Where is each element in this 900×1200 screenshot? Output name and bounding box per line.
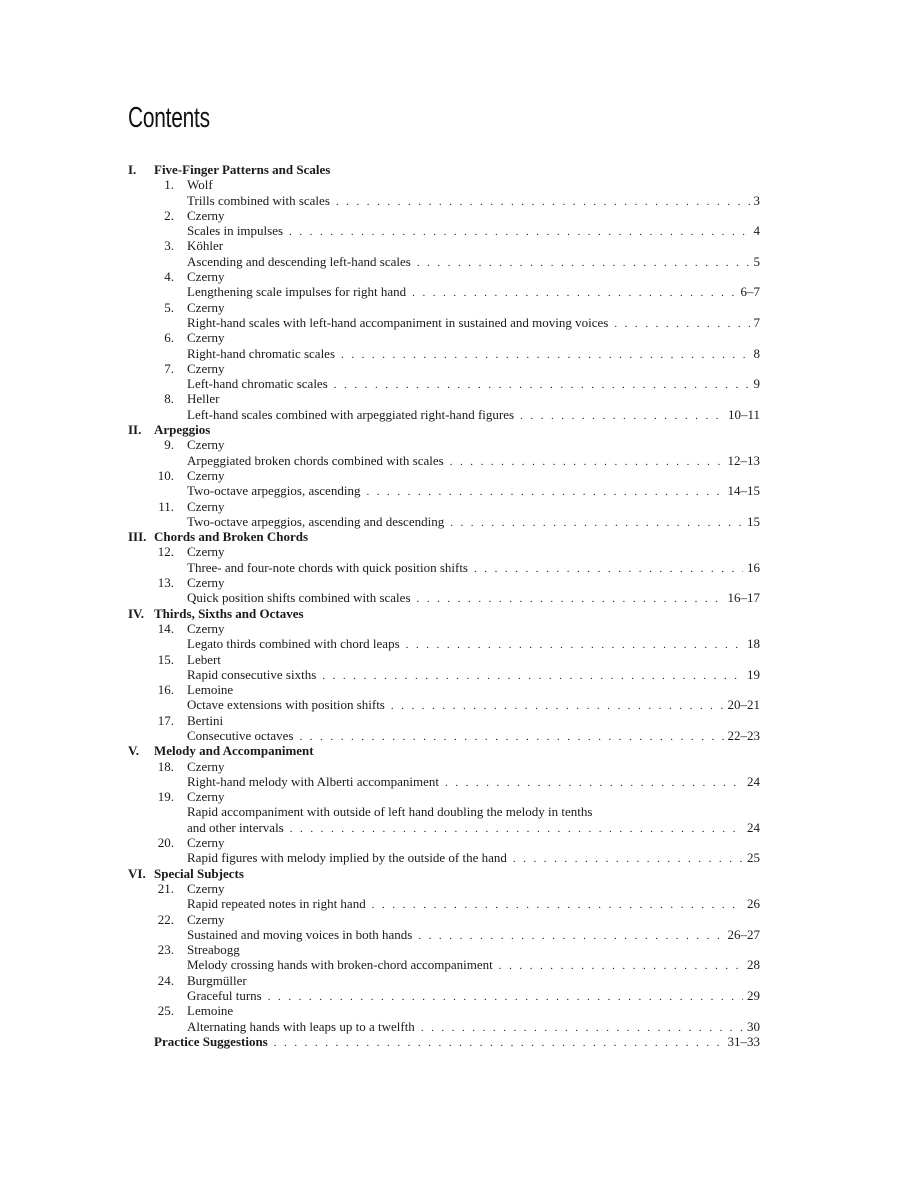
page-number: 9 <box>753 376 760 392</box>
entry-link[interactable] <box>128 254 760 269</box>
entry-link[interactable] <box>128 407 760 422</box>
page-number: 10–11 <box>727 406 760 422</box>
entry-description: Sustained and moving voices in both hands <box>187 926 413 942</box>
entry-composer: Czerny <box>187 911 225 927</box>
entry-description: Two-octave arpeggios, ascending and descending <box>187 513 445 529</box>
page-number: 16–17 <box>727 590 760 606</box>
section-heading[interactable] <box>128 866 760 881</box>
page-number: 20–21 <box>727 697 760 713</box>
entry-link[interactable] <box>128 988 760 1003</box>
entry-composer: Czerny <box>187 575 225 591</box>
entry-composer: Lemoine <box>187 1003 234 1019</box>
entry-composer: Czerny <box>187 299 225 315</box>
entry-composer-line <box>128 682 760 697</box>
entry-description: Arpeggiated broken chords combined with scales <box>187 452 444 468</box>
page-number: 26–27 <box>727 926 760 942</box>
entry-link[interactable] <box>128 728 760 743</box>
page-number: 6–7 <box>740 284 760 300</box>
entry-composer: Bertini <box>187 712 224 728</box>
entry-link[interactable] <box>128 820 760 835</box>
dot-leader <box>274 1036 724 1051</box>
entry-description: Ascending and descending left-hand scales <box>187 253 411 269</box>
entry-number: 2. <box>164 207 174 223</box>
page-number: 12–13 <box>727 452 760 468</box>
entry-composer: Czerny <box>187 544 225 560</box>
entry-description: and other intervals <box>187 819 284 835</box>
entry-description-line <box>128 804 760 819</box>
entry-link[interactable] <box>128 636 760 651</box>
entry-description: Graceful turns <box>187 988 262 1004</box>
entry-number: 18. <box>157 758 174 774</box>
practice-row <box>154 1034 760 1051</box>
entry-composer-line <box>128 391 760 406</box>
entry-description: Left-hand scales combined with arpeggiated right-hand figures <box>187 406 515 422</box>
entry-composer-line <box>128 789 760 804</box>
practice-title: Practice Suggestions <box>154 1033 268 1049</box>
entry-description: Melody crossing hands with broken-chord accompaniment <box>187 957 493 973</box>
section-title: Chords and Broken Chords <box>154 529 309 545</box>
entry-number: 11. <box>158 498 174 514</box>
entry-number: 22. <box>157 911 174 927</box>
entry-composer: Czerny <box>187 437 225 453</box>
entry-description: Alternating hands with leaps up to a twelfth <box>187 1018 415 1034</box>
section-title: Special Subjects <box>154 865 244 881</box>
entry-number: 21. <box>157 880 174 896</box>
page-number: 5 <box>753 253 760 269</box>
section-title: Five-Finger Patterns and Scales <box>154 162 331 177</box>
entry-composer: Heller <box>187 391 220 407</box>
entry-number: 8. <box>164 391 174 407</box>
page-number: 4 <box>753 223 760 239</box>
entry-link[interactable] <box>128 697 760 712</box>
entry-description: Right-hand chromatic scales <box>187 345 336 361</box>
entry-composer-line <box>128 300 760 315</box>
entry-composer: Köhler <box>187 238 224 254</box>
entry-description: Octave extensions with position shifts <box>187 697 385 713</box>
entry-composer: Czerny <box>187 467 225 483</box>
entry-number: 25. <box>157 1003 174 1019</box>
entry-composer: Czerny <box>187 880 225 896</box>
entry-description: Two-octave arpeggios, ascending <box>187 483 361 499</box>
page-title: Contents <box>128 102 210 134</box>
entry-link[interactable] <box>128 193 760 208</box>
entry-link[interactable] <box>128 667 760 682</box>
page-number: 25 <box>747 850 760 866</box>
page-number: 7 <box>753 314 760 330</box>
page-number: 8 <box>753 345 760 361</box>
entry-number: 6. <box>164 330 174 346</box>
entry-description: Rapid figures with melody implied by the outside of the hand <box>187 850 507 866</box>
entry-composer: Lemoine <box>187 682 234 698</box>
entry-composer-line <box>128 208 760 223</box>
section-numeral: III. <box>128 529 147 545</box>
entry-link[interactable] <box>128 560 760 575</box>
entry-composer-line <box>128 437 760 452</box>
entry-composer: Czerny <box>187 758 225 774</box>
page-number: 19 <box>747 666 760 682</box>
entry-link[interactable] <box>128 850 760 865</box>
entry-number: 24. <box>157 972 174 988</box>
entry-composer: Wolf <box>187 177 213 193</box>
page-number: 28 <box>747 957 760 973</box>
entry-composer-line <box>128 544 760 559</box>
entry-composer: Lebert <box>187 651 221 667</box>
entry-number: 15. <box>157 651 174 667</box>
entry-composer: Burgmüller <box>187 972 247 988</box>
entry-number: 14. <box>157 620 174 636</box>
entry-description: Consecutive octaves <box>187 727 294 743</box>
entry-description-wrap <box>187 804 760 819</box>
entry-composer: Czerny <box>187 620 225 636</box>
entry-composer-line <box>128 361 760 376</box>
entry-composer-line <box>128 238 760 253</box>
entry-composer-line <box>128 177 760 192</box>
entry-composer: Czerny <box>187 789 225 805</box>
section-heading[interactable] <box>128 743 760 758</box>
entry-number: 16. <box>157 682 174 698</box>
entry-link[interactable] <box>128 483 760 498</box>
entry-link[interactable] <box>128 376 760 391</box>
section-numeral: IV. <box>128 605 145 621</box>
entry-number: 23. <box>157 942 174 958</box>
page-number: 24 <box>747 819 760 835</box>
entry-number: 5. <box>164 299 174 315</box>
entry-number: 9. <box>164 437 174 453</box>
entry-number: 4. <box>164 269 174 285</box>
entry-composer-line <box>128 973 760 988</box>
entry-composer-line <box>128 652 760 667</box>
section-heading[interactable] <box>128 529 760 544</box>
section-numeral: II. <box>128 422 142 438</box>
entry-description: Scales in impulses <box>187 223 284 239</box>
page-number: 18 <box>747 636 760 652</box>
practice-suggestions-link[interactable] <box>128 1034 760 1049</box>
entry-composer-line <box>128 1003 760 1018</box>
entry-description: Legato thirds combined with chord leaps <box>187 636 400 652</box>
page-number: 3 <box>753 192 760 208</box>
entry-composer-line <box>128 942 760 957</box>
entry-composer-line <box>128 881 760 896</box>
entry-composer-line <box>128 759 760 774</box>
entry-composer: Czerny <box>187 207 225 223</box>
entry-number: 20. <box>157 835 174 851</box>
section-numeral: VI. <box>128 865 146 881</box>
entry-composer-line <box>128 499 760 514</box>
entry-description: Three- and four-note chords with quick position shifts <box>187 559 468 575</box>
entry-number: 10. <box>157 467 174 483</box>
entry-description: Rapid repeated notes in right hand <box>187 896 366 912</box>
entry-composer-line <box>128 575 760 590</box>
entry-composer: Czerny <box>187 269 225 285</box>
entry-composer: Czerny <box>187 330 225 346</box>
section-numeral: I. <box>128 162 137 177</box>
section-numeral: V. <box>128 743 139 759</box>
entry-link[interactable] <box>128 774 760 789</box>
entry-link[interactable] <box>128 453 760 468</box>
entry-link[interactable] <box>128 346 760 361</box>
page-number: 29 <box>747 988 760 1004</box>
entry-description: Trills combined with scales <box>187 192 330 208</box>
entry-number: 13. <box>157 575 174 591</box>
entry-composer: Czerny <box>187 835 225 851</box>
entry-number: 19. <box>157 789 174 805</box>
entry-description: Right-hand melody with Alberti accompaniment <box>187 773 440 789</box>
entry-link[interactable] <box>128 590 760 605</box>
entry-number: 7. <box>164 360 174 376</box>
table-of-contents <box>128 162 760 1049</box>
section-heading[interactable] <box>128 422 760 437</box>
section-heading[interactable] <box>128 606 760 621</box>
page-number: 26 <box>747 896 760 912</box>
entry-description: Rapid accompaniment with outside of left hand doubling the melody in tenths <box>187 804 593 820</box>
entry-composer-line <box>128 269 760 284</box>
entry-link[interactable] <box>128 315 760 330</box>
entry-link[interactable] <box>128 957 760 972</box>
entry-composer-line <box>128 713 760 728</box>
entry-composer-line <box>128 912 760 927</box>
entry-composer-line <box>128 621 760 636</box>
page-number: 30 <box>747 1018 760 1034</box>
entry-link[interactable] <box>128 223 760 238</box>
entry-composer: Czerny <box>187 498 225 514</box>
section-title: Arpeggios <box>154 422 211 438</box>
entry-link[interactable] <box>128 284 760 299</box>
entry-composer-line <box>128 330 760 345</box>
section-title: Thirds, Sixths and Octaves <box>154 605 304 621</box>
entry-link[interactable] <box>128 896 760 911</box>
entry-link[interactable] <box>128 514 760 529</box>
entry-description: Left-hand chromatic scales <box>187 376 328 392</box>
section-title: Melody and Accompaniment <box>154 743 314 759</box>
entry-link[interactable] <box>128 1019 760 1034</box>
entry-number: 12. <box>157 544 174 560</box>
entry-composer-line <box>128 468 760 483</box>
page-number: 15 <box>747 513 760 529</box>
entry-description: Rapid consecutive sixths <box>187 666 317 682</box>
page-number: 22–23 <box>727 727 760 743</box>
entry-number: 1. <box>164 177 174 193</box>
page-number: 14–15 <box>727 483 760 499</box>
entry-composer: Czerny <box>187 360 225 376</box>
page-number: 16 <box>747 559 760 575</box>
page-number: 31–33 <box>727 1033 760 1049</box>
entry-number: 3. <box>164 238 174 254</box>
page-number: 24 <box>747 773 760 789</box>
entry-description: Quick position shifts combined with scales <box>187 590 411 606</box>
entry-number: 17. <box>157 712 174 728</box>
section-heading[interactable] <box>128 162 760 177</box>
entry-composer-line <box>128 835 760 850</box>
entry-link[interactable] <box>128 927 760 942</box>
entry-description: Lengthening scale impulses for right hand <box>187 284 407 300</box>
entry-description: Right-hand scales with left-hand accompaniment in sustained and moving voices <box>187 314 609 330</box>
entry-composer: Streabogg <box>187 942 240 958</box>
